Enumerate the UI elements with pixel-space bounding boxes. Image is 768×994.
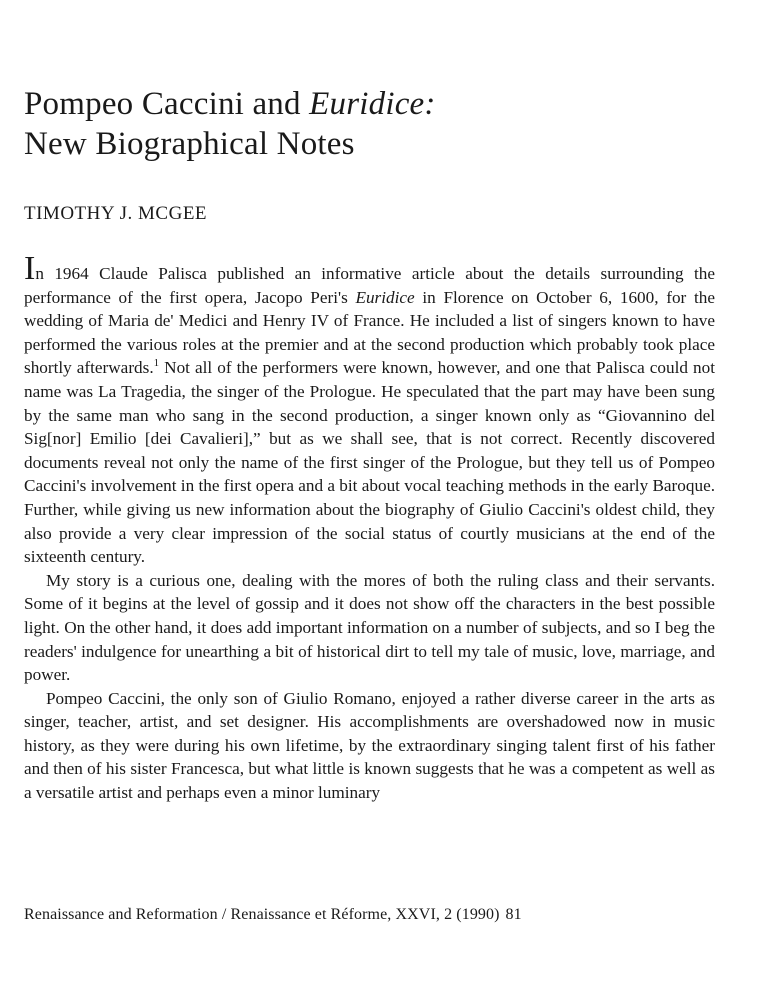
- paragraph-3: Pompeo Caccini, the only son of Giulio Romano, enjoyed a rather diverse career in the arts as singer, teacher, artist, and set designer. His accomplishments are overshadowed now in music history, as they were during his own lifetime, by the extraordinary singing talent first of his father and then of his sister Francesca, but what little is known suggests that he was a competent as well as a versatile artist and perhaps even a minor luminary: [24, 688, 715, 803]
- paragraph-2: My story is a curious one, dealing with the mores of both the ruling class and their servants. Some of it begins at the level of gossip and it does not show off the characters in the best possible light. On the other hand, it does add important information on a number of subjects, and so I beg the readers' indulgence for unearthing a bit of historical dirt to tell my tale of music, love, marriage, and power.: [24, 570, 715, 685]
- article-title: [24, 84, 724, 164]
- page-footer: [24, 906, 522, 924]
- paragraph-1-text-c: Not all of the performers were known, however, and one that Palisca could not name was La Tragedia, the singer of the Prologue. He speculated that the part may have been sung by the same man who sang in the second production, a singer known only as “Giovannino del Sig[nor] Emilio [dei Cavalieri],” but as we shall see, that is not correct. Recently discovered documents reveal not only the name of the first singer of the Prologue, but they tell us of Pompeo Caccini's involvement in the first opera and a bit about vocal teaching methods in the early Baroque. Further, while giving us new information about the biography of Giulio Caccini's oldest child, they also provide a very clear impression of the social status of courtly musicians at the end of the sixteenth century.: [24, 358, 715, 567]
- italic-work-title: Euridice: [355, 287, 415, 307]
- drop-cap: I: [24, 250, 36, 287]
- article-body: [24, 250, 715, 805]
- page-number: 81: [505, 906, 522, 923]
- footnote-marker[interactable]: 1: [153, 357, 160, 370]
- title-line-1: [24, 84, 724, 124]
- journal-citation: Renaissance and Reformation / Renaissance et Réforme, XXVI, 2 (1990): [24, 906, 500, 923]
- title-line-2: New Biographical Notes: [24, 126, 355, 162]
- paragraph-1: [24, 250, 715, 569]
- paragraph-1-text-b: in Florence on October 6, 1600, for the wedding of Maria de' Medici and Henry IV of France. He included a list of singers known to have performed the various roles at the premier and at the second production which probably took place shortly afterwards.: [24, 287, 715, 378]
- author-name: TIMOTHY J. MCGEE: [24, 203, 208, 224]
- title-text: Pompeo Caccini and: [24, 86, 310, 122]
- paragraph-1-text-a: n 1964 Claude Palisca published an informative article about the details surrounding the performance of the first opera, Jacopo Peri's: [24, 264, 715, 307]
- title-italic-work: Euridice:: [309, 86, 436, 122]
